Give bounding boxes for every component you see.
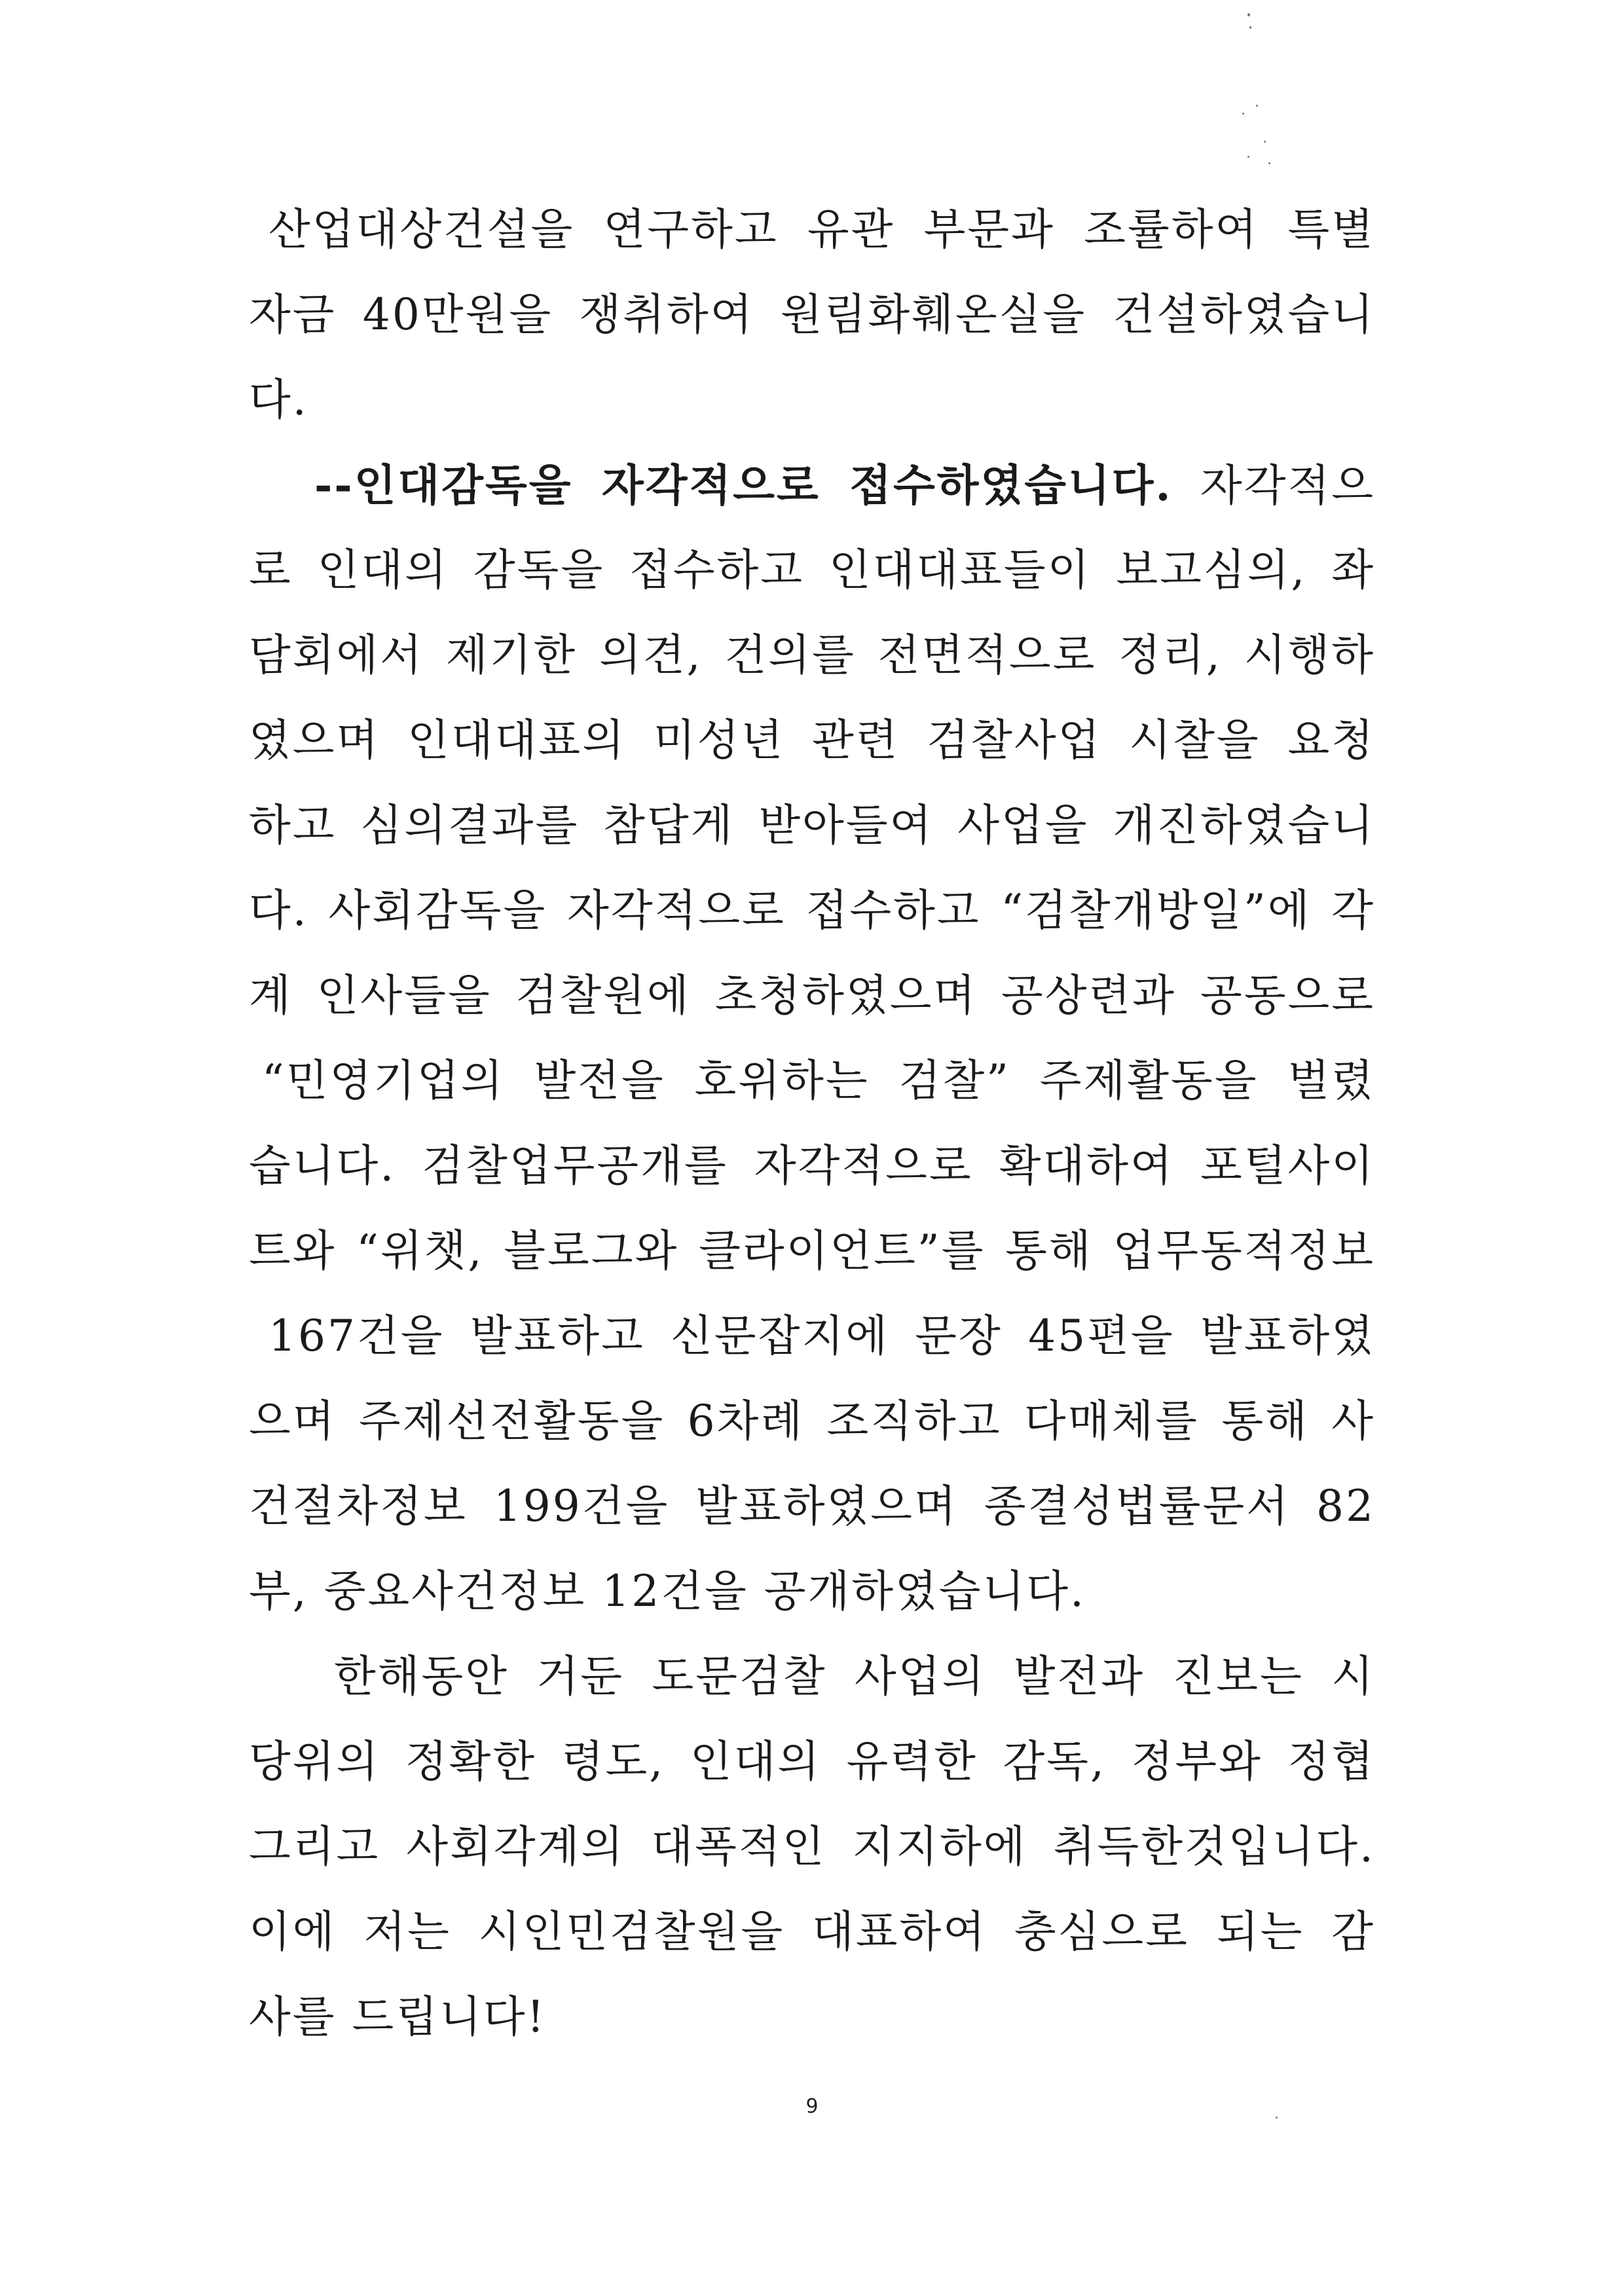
paragraph3-line-2: 당위의 정확한 령도, 인대의 유력한 감독, 정부와 정협	[249, 1736, 1375, 1787]
paragraph2-line-5: 하고 심의결과를 참답게 받아들여 사업을 개진하였습니	[249, 800, 1375, 850]
paragraph3-line-1: 한해동안 거둔 도문검찰 사업의 발전과 진보는 시	[334, 1651, 1375, 1702]
paragraph2-line-11: 167건을 발표하고 신문잡지에 문장 45편을 발표하였	[268, 1311, 1375, 1361]
scan-speck	[1256, 105, 1258, 107]
paragraph2-line-8: “민영기업의 발전을 호위하는 검찰” 주제활동을 벌렸	[262, 1055, 1375, 1106]
paragraph3-line-5: 사를 드립니다!	[249, 1992, 547, 2042]
paragraph2-line-1-tail: 자각적으	[1200, 460, 1375, 511]
paragraph2-line-9: 습니다. 검찰업무공개를 자각적으로 확대하여 포털사이	[249, 1140, 1375, 1191]
paragraph2-line-7: 계 인사들을 검찰원에 초청하였으며 공상련과 공동으로	[249, 970, 1375, 1021]
scan-speck	[1242, 113, 1244, 115]
scan-speck	[1249, 26, 1251, 29]
paragraph2-line-6: 다. 사회감독을 자각적으로 접수하고 “검찰개방일”에 각	[249, 885, 1375, 936]
section-heading: --인대감독을 자각적으로 접수하였습니다.	[314, 460, 1173, 511]
paragraph2-line-4: 였으며 인대대표의 미성년 관련 검찰사업 시찰을 요청	[249, 715, 1375, 765]
paragraph2-line-10: 트와 “위챗, 블로그와 클라이언트”를 통해 업무동적정보	[249, 1226, 1375, 1276]
paragraph1-line-2: 자금 40만원을 쟁취하여 원림화훼온실을 건설하였습니	[249, 289, 1375, 340]
paragraph2-line-1	[314, 456, 1375, 515]
scan-speck	[1247, 13, 1250, 16]
scan-speck	[1268, 162, 1270, 164]
paragraph2-line-3: 담회에서 제기한 의견, 건의를 전면적으로 정리, 시행하	[249, 630, 1375, 680]
scan-speck	[1264, 141, 1266, 143]
paragraph1-line-1: 산업대상건설을 연구하고 유관 부문과 조률하여 특별	[268, 204, 1375, 255]
page-number: 9	[805, 2095, 819, 2118]
paragraph2-line-14: 부, 중요사건정보 12건을 공개하였습니다.	[249, 1566, 1086, 1616]
paragraph2-line-13: 건절차정보 199건을 발표하였으며 종결성법률문서 82	[249, 1481, 1375, 1531]
scan-speck	[1247, 156, 1249, 158]
paragraph3-line-4: 이에 저는 시인민검찰원을 대표하여 충심으로 되는 감	[249, 1906, 1375, 1957]
paragraph1-line-3: 다.	[249, 374, 308, 425]
paragraph2-line-12: 으며 주제선전활동을 6차례 조직하고 다매체를 통해 사	[249, 1396, 1375, 1446]
paragraph3-line-3: 그리고 사회각계의 대폭적인 지지하에 취득한것입니다.	[249, 1821, 1375, 1872]
paragraph2-line-2: 로 인대의 감독을 접수하고 인대대표들이 보고심의, 좌	[249, 545, 1375, 595]
